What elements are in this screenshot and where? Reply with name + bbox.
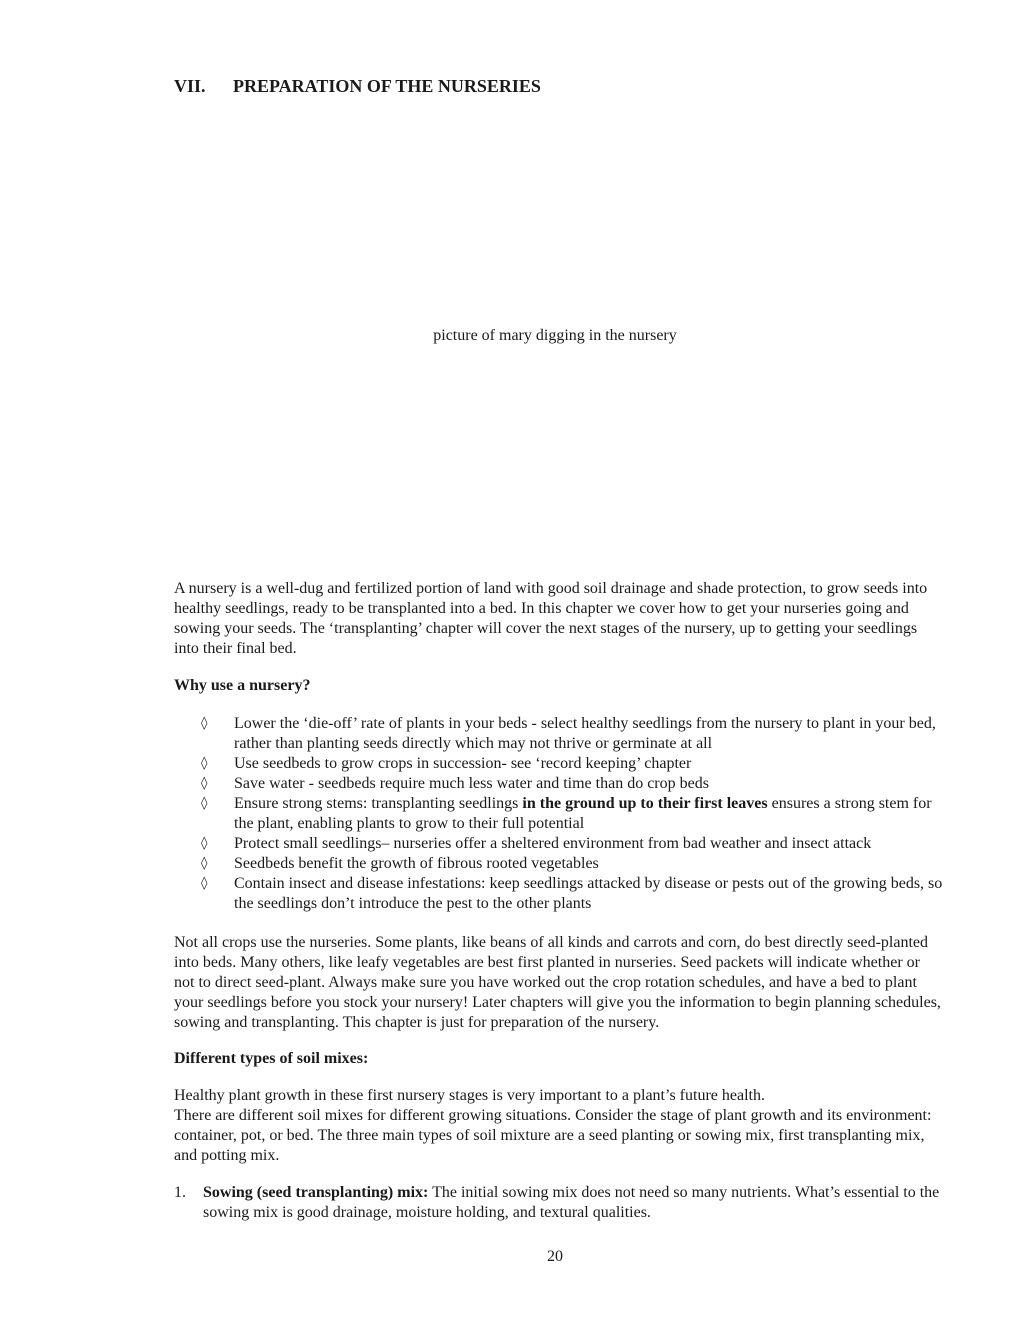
why-nursery-heading: Why use a nursery? bbox=[174, 677, 311, 694]
soil-intro-line: Healthy plant growth in these first nursery stages is very important to a plant’s future health. bbox=[174, 1087, 765, 1104]
list-item-text: Lower the ‘die-off’ rate of plants in your beds - select healthy seedlings from the nursery to plant in your bed, rather than planting seeds directly which may not thrive or germinate at all bbox=[234, 715, 936, 752]
chapter-title: PREPARATION OF THE NURSERIES bbox=[233, 76, 541, 96]
list-item-text: Use seedbeds to grow crops in succession- see ‘record keeping’ chapter bbox=[234, 755, 692, 772]
page-number: 20 bbox=[547, 1248, 563, 1265]
diamond-bullet-icon: ◊ bbox=[201, 776, 208, 791]
intro-paragraph: A nursery is a well-dug and fertilized portion of land with good soil drainage and shade protection, to grow seeds into healthy seedlings, ready to be transplanted into a bed. In this chapter we cover how to get your nurseries going and sowing your seeds. The ‘transplanting’ chapter will cover the next stages of the nursery, up to getting your seedlings into their final bed. bbox=[174, 580, 928, 657]
diamond-bullet-icon: ◊ bbox=[201, 796, 208, 811]
benefits-list bbox=[174, 714, 944, 914]
soil-mixes-paragraph bbox=[174, 1086, 944, 1166]
list-item bbox=[174, 854, 944, 874]
list-item bbox=[174, 714, 944, 754]
chapter-number: VII. bbox=[174, 76, 206, 96]
item-label: Sowing (seed transplanting) mix: bbox=[203, 1184, 429, 1201]
list-item-text: Contain insect and disease infestations: keep seedlings attacked by disease or pests out of the growing beds, so the seedlings don’t introduce the pest to the other plants bbox=[234, 875, 943, 912]
list-item-emphasis: in the ground up to their first leaves bbox=[522, 795, 768, 812]
list-item-text: ensures a strong stem for the plant, enabling plants to grow to their full potential bbox=[234, 795, 932, 832]
list-item-text: Protect small seedlings– nurseries offer a sheltered environment from bad weather and insect attack bbox=[234, 835, 872, 852]
list-item bbox=[174, 834, 944, 854]
diamond-bullet-icon: ◊ bbox=[201, 716, 208, 731]
list-item-text: Ensure strong stems: transplanting seedlings bbox=[234, 795, 523, 812]
list-item bbox=[174, 774, 944, 794]
list-item-text: Save water - seedbeds require much less water and time than do crop beds bbox=[234, 775, 709, 792]
soil-mixes-heading: Different types of soil mixes: bbox=[174, 1050, 369, 1067]
list-item-text: Seedbeds benefit the growth of fibrous rooted vegetables bbox=[234, 855, 599, 872]
diamond-bullet-icon: ◊ bbox=[201, 756, 208, 771]
chapter-heading bbox=[174, 76, 541, 97]
list-item bbox=[174, 794, 944, 834]
diamond-bullet-icon: ◊ bbox=[201, 876, 208, 891]
diamond-bullet-icon: ◊ bbox=[201, 836, 208, 851]
list-item bbox=[174, 874, 944, 914]
numbered-item bbox=[174, 1183, 944, 1223]
list-item bbox=[174, 754, 944, 774]
diamond-bullet-icon: ◊ bbox=[201, 856, 208, 871]
soil-types-text: There are different soil mixes for different growing situations. Consider the stage of plant growth and its environment: container, pot, or bed. The three main types of soil mixture are a seed planting or sowing mix, first transplanting mix, and potting mix. bbox=[174, 1107, 932, 1164]
crops-paragraph: Not all crops use the nurseries. Some plants, like beans of all kinds and carrots and corn, do best directly seed-planted into beds. Many others, like leafy vegetables are best first planted in nurseries. Seed packets will indicate whether or not to direct seed-plant. Always make sure you have worked out the crop rotation schedules, and have a bed to plant your seedlings before you stock your nursery! Later chapters will give you the information to begin planning schedules, sowing and transplanting. This chapter is just for preparation of the nursery. bbox=[174, 934, 941, 1031]
photo-placeholder-caption: picture of mary digging in the nursery bbox=[433, 327, 677, 344]
item-text: The initial sowing mix does not need so many nutrients. What’s essential to the sowing mix is good drainage, moisture holding, and textural qualities. bbox=[203, 1184, 940, 1221]
item-number: 1. bbox=[174, 1184, 186, 1201]
